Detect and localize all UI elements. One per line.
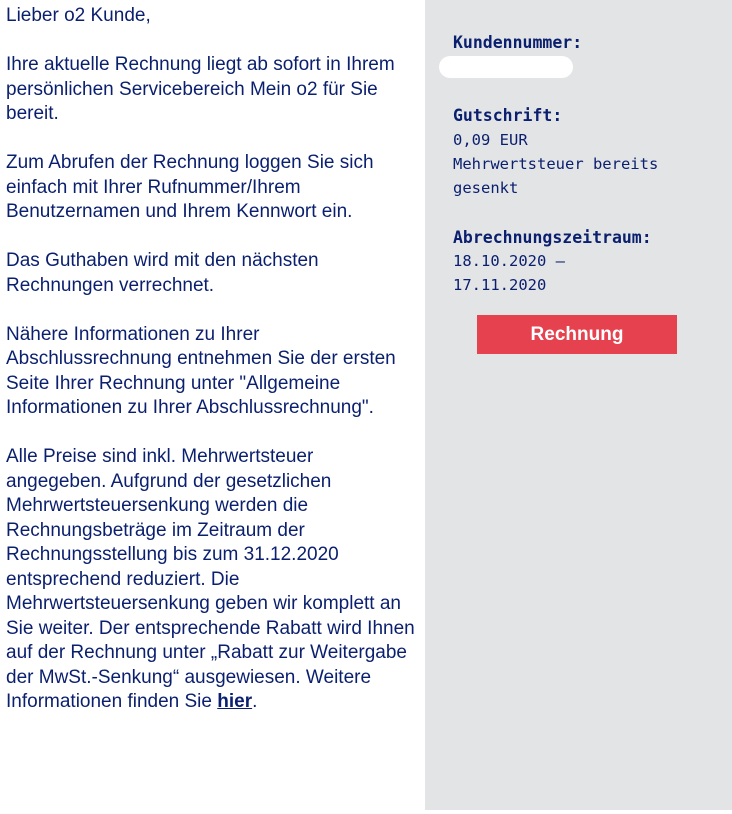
greeting: Lieber o2 Kunde, (6, 5, 151, 26)
final-invoice-info-paragraph: Nähere Informationen zu Ihrer Abschlussrechnung entnehmen Sie der ersten Seite Ihrer Rechnung unter "Allgemeine Informationen zu Ihrer Abschlussrechnung". (6, 323, 396, 418)
customer-number-redacted (439, 56, 573, 78)
email-body (6, 4, 416, 715)
login-instructions-paragraph: Zum Abrufen der Rechnung loggen Sie sich einfach mit Ihrer Rufnummer/Ihrem Benutzernamen und Ihrem Kennwort ein. (6, 152, 374, 222)
vat-reduction-text: Alle Preise sind inkl. Mehrwertsteuer angegeben. Aufgrund der gesetzlichen Mehrwertsteuersenkung werden die Rechnungsbeträge im Zeitraum der Rechnungsstellung bis zum 31.12.2020 entsprechend reduziert. Die Mehrwertsteuersenkung geben wir komplett an Sie weiter. Der entsprechende Rabatt wird Ihnen auf der Rechnung unter „Rabatt zur Weitergabe der MwSt.-Senkung“ ausgewiesen. Weitere Informationen finden Sie (6, 446, 415, 712)
vat-reduction-period: . (252, 691, 258, 712)
vat-note-line-2: gesenkt (453, 179, 519, 197)
vat-reduction-paragraph (6, 445, 416, 715)
invoice-available-paragraph: Ihre aktuelle Rechnung liegt ab sofort in Ihrem persönlichen Servicebereich Mein o2 für Sie bereit. (6, 54, 395, 124)
credit-amount: 0,09 EUR (453, 131, 528, 149)
billing-period-end: 17.11.2020 (453, 276, 547, 294)
invoice-button[interactable]: Rechnung (477, 315, 677, 354)
billing-period-label: Abrechnungszeitraum: (453, 228, 652, 247)
credit-settlement-paragraph: Das Guthaben wird mit den nächsten Rechnungen verrechnet. (6, 250, 319, 296)
customer-number-label: Kundennummer: (453, 33, 583, 52)
vat-note-line-1: Mehrwertsteuer bereits (453, 155, 659, 173)
more-info-link[interactable]: hier (217, 691, 253, 712)
credit-label: Gutschrift: (453, 106, 563, 125)
billing-period-start: 18.10.2020 – (453, 252, 565, 270)
account-summary-sidebar (425, 0, 732, 810)
